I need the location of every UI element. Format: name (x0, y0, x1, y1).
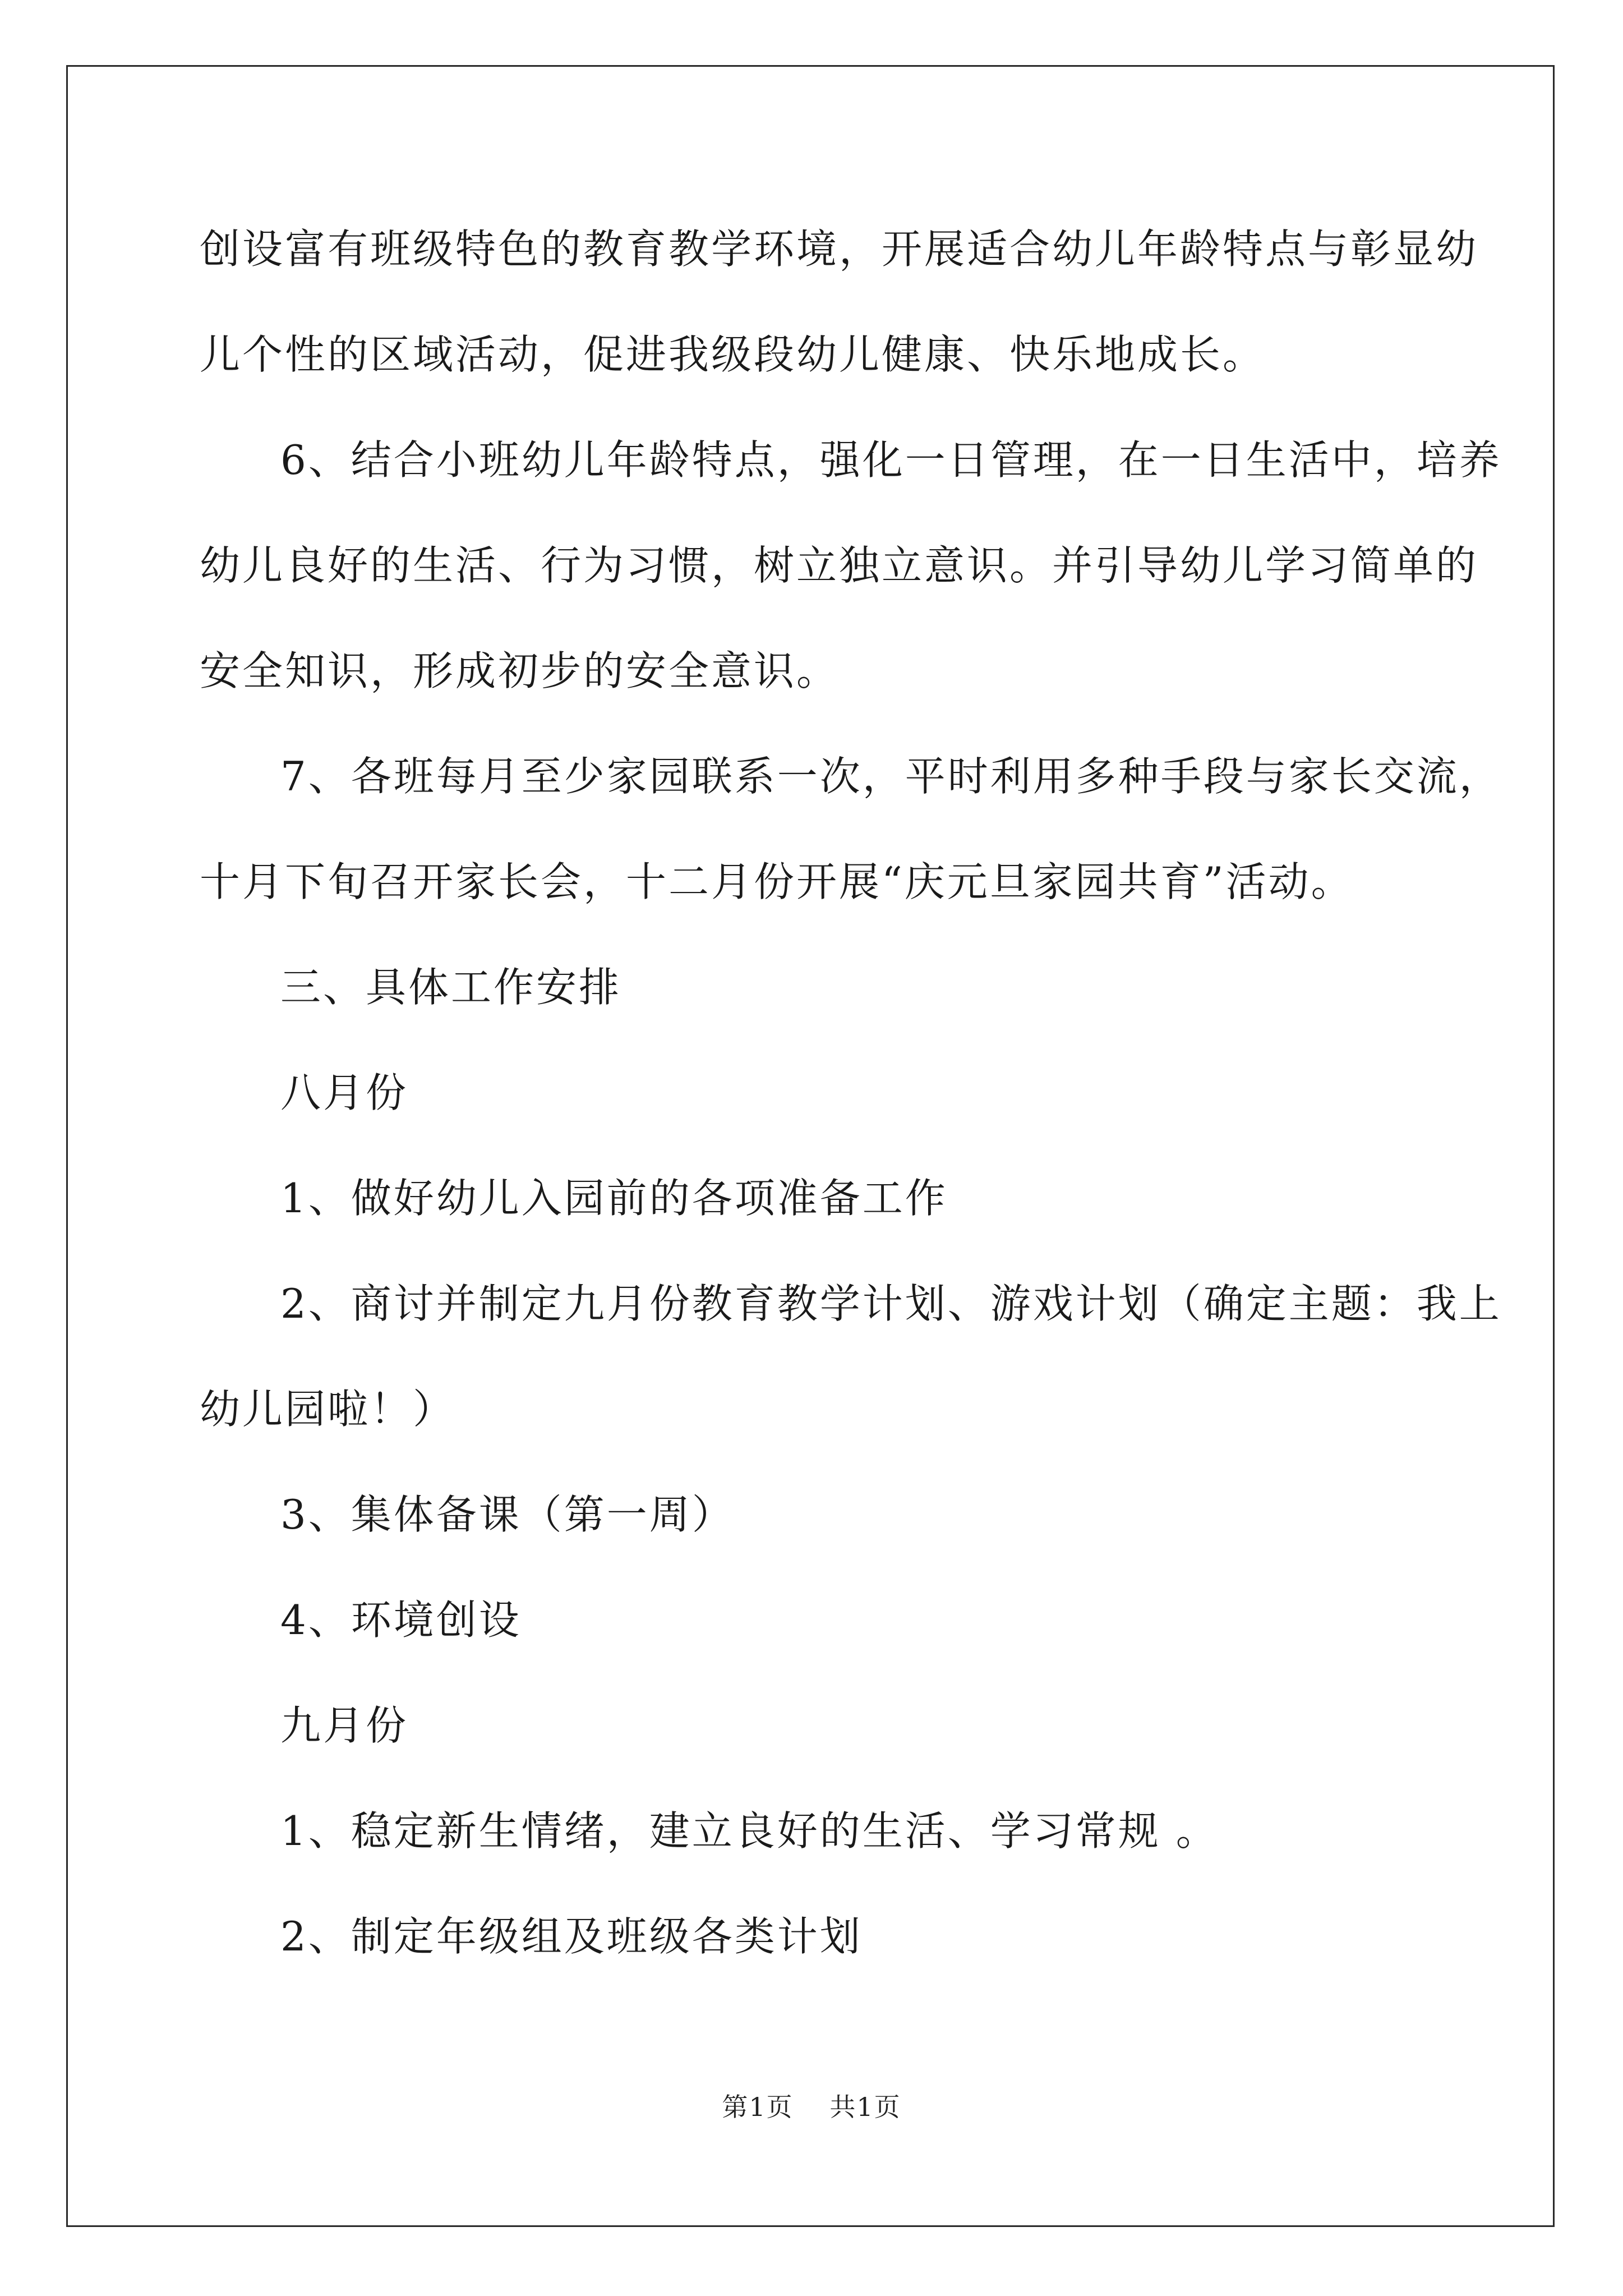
list-item: 1、做好幼儿入园前的各项准备工作 (280, 1175, 948, 1222)
list-item: 2、制定年级组及班级各类计划 (280, 1913, 863, 1960)
paragraph-line: 十月下旬召开家长会，十二月份开展“庆元旦家园共育”活动。 (200, 858, 1354, 905)
paragraph-line: 6、结合小班幼儿年龄特点，强化一日管理，在一日生活中，培养 (280, 436, 1502, 484)
paragraph-line: 安全知识，形成初步的安全意识。 (200, 647, 840, 694)
paragraph-line: 儿个性的区域活动，促进我级段幼儿健康、快乐地成长。 (200, 331, 1266, 378)
list-item: 4、环境创设 (280, 1596, 522, 1644)
list-item: 3、集体备课（第一周） (280, 1491, 735, 1538)
page-total: 共1页 (829, 2092, 901, 2122)
list-item: 1、稳定新生情绪，建立良好的生活、学习常规 。 (280, 1807, 1219, 1855)
document-body (200, 196, 1502, 1989)
month-heading: 九月份 (280, 1702, 409, 1749)
paragraph-line: 7、各班每月至少家园联系一次，平时利用多种手段与家长交流， (280, 753, 1502, 800)
page-number: 第1页 (722, 2092, 794, 2122)
list-item-continuation: 幼儿园啦！） (200, 1386, 456, 1433)
month-heading: 八月份 (280, 1069, 409, 1116)
paragraph-line: 创设富有班级特色的教育教学环境，开展适合幼儿年龄特点与彰显幼 (200, 226, 1479, 273)
page-footer (0, 2087, 1623, 2124)
list-item: 2、商讨并制定九月份教育教学计划、游戏计划（确定主题：我上 (280, 1280, 1502, 1327)
paragraph-line: 幼儿良好的生活、行为习惯，树立独立意识。并引导幼儿学习简单的 (200, 542, 1479, 589)
section-heading: 三、具体工作安排 (280, 964, 622, 1011)
